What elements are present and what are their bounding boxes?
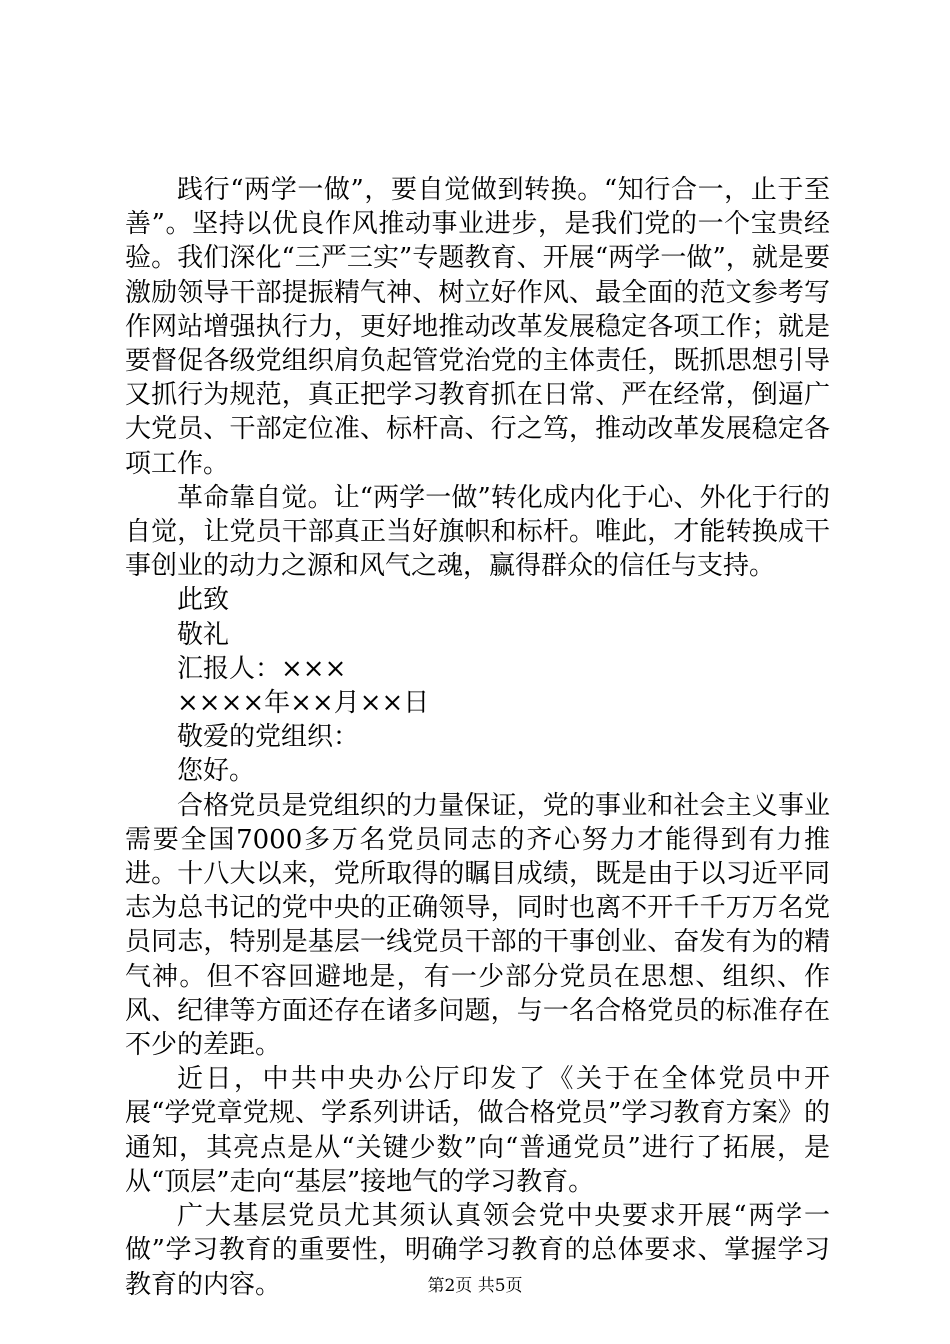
paragraph-practice: 践行“两学一做”，要自觉做到转换。“知行合一，止于至善”。坚持以优良作风推动事业进步，是我们党的一个宝贵经验。我们深化“三严三实”专题教育、开展“两学一做”，就是要激励领导干部提振精气神、树立好作风、最全面的范文参考写作网站增强执行力，更好地推动改革发展稳定各项工作；就是要督促各级党组织肩负起管党治党的主体责任，既抓思想引导又抓行为规范，真正把学习教育抓在日常、严在经常，倒逼广大党员、干部定位准、标杆高、行之笃，推动改革发展稳定各项工作。 xyxy=(125,175,830,479)
paragraph-revolution: 革命靠自觉。让“两学一做”转化成内化于心、外化于行的自觉，让党员干部真正当好旗帜和标杆。唯此，才能转换成干事创业的动力之源和风气之魂，赢得群众的信任与支持。 xyxy=(125,482,830,582)
paragraph-grassroots: 广大基层党员尤其须认真领会党中央要求开展“两学一做”学习教育的重要性，明确学习教育的总体要求、掌握学习教育的内容。 xyxy=(125,1201,830,1300)
salutation-line: 敬爱的党组织： xyxy=(177,722,360,753)
page-number-footer: 第2页 共5页 xyxy=(427,1276,523,1296)
reporter-line: 汇报人：××× xyxy=(177,653,347,684)
greeting-line: 您好。 xyxy=(177,756,256,787)
closing-salute: 敬礼 xyxy=(177,619,230,650)
date-line: ××××年××月××日 xyxy=(177,688,430,719)
closing-regards: 此致 xyxy=(177,585,230,616)
paragraph-recent-notice: 近日，中共中央办公厅印发了《关于在全体党员中开展“学党章党规、学系列讲话，做合格党员”学习教育方案》的通知，其亮点是从“关键少数”向“普通党员”进行了拓展，是从“顶层”走向“基层”接地气的学习教育。 xyxy=(125,1064,830,1197)
paragraph-qualified-member: 合格党员是党组织的力量保证，党的事业和社会主义事业需要全国7000多万名党员同志的齐心努力才能得到有力推进。十八大以来，党所取得的瞩目成绩，既是由于以习近平同志为总书记的党中央的正确领导，同时也离不开千千万万名党员同志，特别是基层一线党员干部的干事创业、奋发有为的精气神。但不容回避地是，有一少部分党员在思想、组织、作风、纪律等方面还存在诸多问题，与一名合格党员的标准存在不少的差距。 xyxy=(125,790,830,1061)
document-body xyxy=(125,173,830,1302)
